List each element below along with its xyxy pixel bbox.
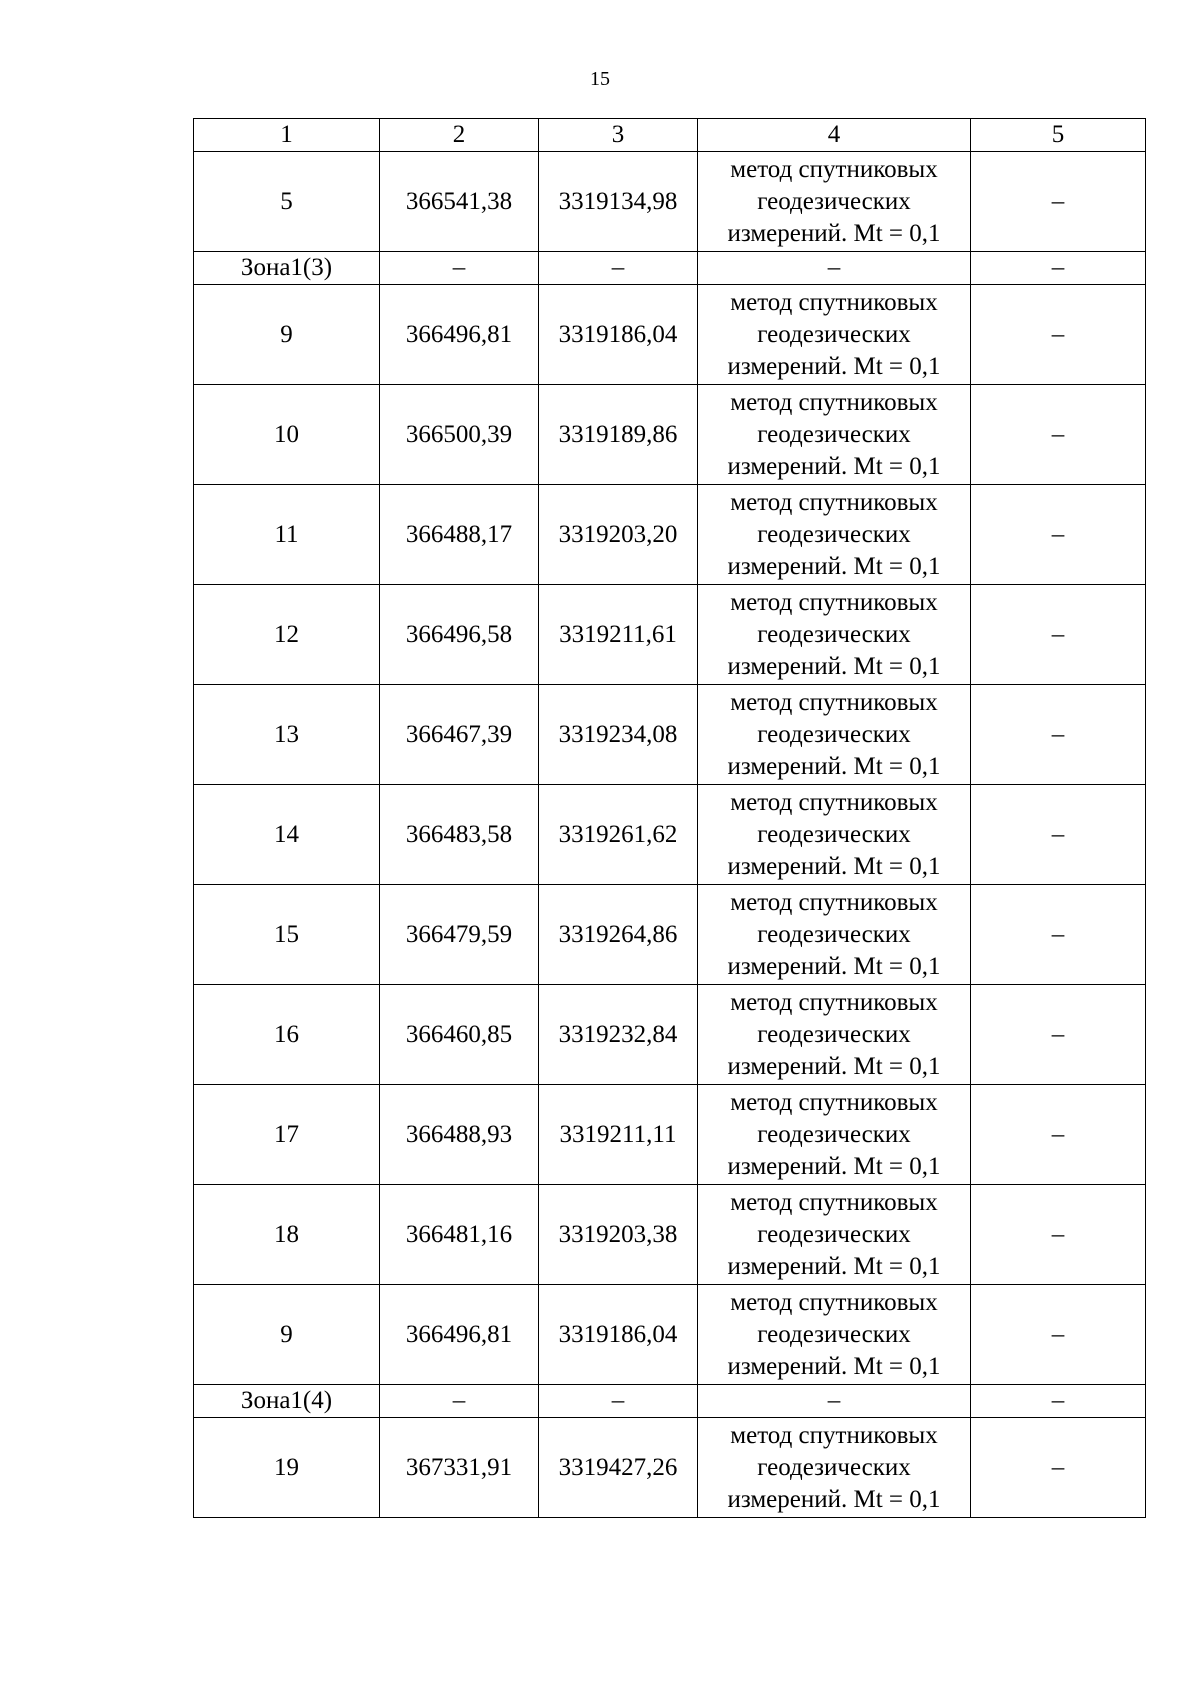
- method-line1: метод спутниковых: [730, 1421, 938, 1449]
- x-coordinate: 366483,58: [380, 785, 539, 885]
- note-cell: –: [971, 285, 1146, 385]
- point-number: 10: [194, 385, 380, 485]
- x-coordinate: 366488,93: [380, 1085, 539, 1185]
- zone-row: [194, 252, 1146, 285]
- note-cell: –: [971, 1418, 1146, 1518]
- header-cell-3: 3: [539, 119, 698, 152]
- method-line2: геодезических: [757, 187, 911, 215]
- point-number: 17: [194, 1085, 380, 1185]
- x-coordinate: 366541,38: [380, 152, 539, 252]
- point-number: 14: [194, 785, 380, 885]
- x-coordinate: 366496,81: [380, 1285, 539, 1385]
- point-number: 19: [194, 1418, 380, 1518]
- method-line3: измерений. Mt = 0,1: [727, 219, 941, 247]
- zone-cell-3: –: [539, 252, 698, 285]
- method-line2: геодезических: [757, 1020, 911, 1048]
- method-cell: [698, 685, 971, 785]
- method-line3: измерений. Mt = 0,1: [727, 1485, 941, 1513]
- method-line1: метод спутниковых: [730, 888, 938, 916]
- note-cell: –: [971, 685, 1146, 785]
- header-cell-5: 5: [971, 119, 1146, 152]
- table-body: [194, 119, 1146, 1518]
- method-cell: [698, 385, 971, 485]
- method-line1: метод спутниковых: [730, 688, 938, 716]
- point-row: [194, 985, 1146, 1085]
- zone-cell-2: –: [380, 252, 539, 285]
- zone-cell-5: –: [971, 252, 1146, 285]
- point-row: [194, 485, 1146, 585]
- note-cell: –: [971, 485, 1146, 585]
- method-line3: измерений. Mt = 0,1: [727, 952, 941, 980]
- point-row: [194, 385, 1146, 485]
- point-number: 18: [194, 1185, 380, 1285]
- x-coordinate: 366488,17: [380, 485, 539, 585]
- method-line1: метод спутниковых: [730, 288, 938, 316]
- header-cell-1: 1: [194, 119, 380, 152]
- note-cell: –: [971, 985, 1146, 1085]
- x-coordinate: 366481,16: [380, 1185, 539, 1285]
- header-cell-4: 4: [698, 119, 971, 152]
- method-line3: измерений. Mt = 0,1: [727, 552, 941, 580]
- x-coordinate: 367331,91: [380, 1418, 539, 1518]
- method-line3: измерений. Mt = 0,1: [727, 752, 941, 780]
- zone-cell-3: –: [539, 1385, 698, 1418]
- method-cell: [698, 585, 971, 685]
- y-coordinate: 3319232,84: [539, 985, 698, 1085]
- header-cell-2: 2: [380, 119, 539, 152]
- method-line1: метод спутниковых: [730, 988, 938, 1016]
- point-row: [194, 1185, 1146, 1285]
- method-line1: метод спутниковых: [730, 388, 938, 416]
- method-line3: измерений. Mt = 0,1: [727, 452, 941, 480]
- method-line2: геодезических: [757, 720, 911, 748]
- table-header-row: [194, 119, 1146, 152]
- page-number: 15: [590, 68, 610, 90]
- zone-cell-4: –: [698, 1385, 971, 1418]
- point-number: 5: [194, 152, 380, 252]
- zone-cell-5: –: [971, 1385, 1146, 1418]
- method-line2: геодезических: [757, 420, 911, 448]
- method-line3: измерений. Mt = 0,1: [727, 1052, 941, 1080]
- y-coordinate: 3319186,04: [539, 285, 698, 385]
- method-line2: геодезических: [757, 320, 911, 348]
- note-cell: –: [971, 1285, 1146, 1385]
- method-line1: метод спутниковых: [730, 488, 938, 516]
- x-coordinate: 366467,39: [380, 685, 539, 785]
- note-cell: –: [971, 585, 1146, 685]
- method-line3: измерений. Mt = 0,1: [727, 352, 941, 380]
- note-cell: –: [971, 785, 1146, 885]
- point-number: 12: [194, 585, 380, 685]
- point-number: 11: [194, 485, 380, 585]
- x-coordinate: 366479,59: [380, 885, 539, 985]
- note-cell: –: [971, 1185, 1146, 1285]
- method-line2: геодезических: [757, 1120, 911, 1148]
- zone-cell-2: –: [380, 1385, 539, 1418]
- method-line3: измерений. Mt = 0,1: [727, 1252, 941, 1280]
- method-line1: метод спутниковых: [730, 1088, 938, 1116]
- method-line3: измерений. Mt = 0,1: [727, 1352, 941, 1380]
- point-row: [194, 585, 1146, 685]
- method-line2: геодезических: [757, 520, 911, 548]
- y-coordinate: 3319203,20: [539, 485, 698, 585]
- point-number: 13: [194, 685, 380, 785]
- method-line2: геодезических: [757, 620, 911, 648]
- point-row: [194, 1085, 1146, 1185]
- method-line2: геодезических: [757, 1220, 911, 1248]
- note-cell: –: [971, 885, 1146, 985]
- method-line3: измерений. Mt = 0,1: [727, 652, 941, 680]
- point-row: [194, 785, 1146, 885]
- point-number: 16: [194, 985, 380, 1085]
- x-coordinate: 366496,81: [380, 285, 539, 385]
- method-line1: метод спутниковых: [730, 1188, 938, 1216]
- method-cell: [698, 1185, 971, 1285]
- method-cell: [698, 152, 971, 252]
- method-line1: метод спутниковых: [730, 588, 938, 616]
- method-line3: измерений. Mt = 0,1: [727, 852, 941, 880]
- point-row: [194, 1418, 1146, 1518]
- method-cell: [698, 885, 971, 985]
- zone-row: [194, 1385, 1146, 1418]
- y-coordinate: 3319264,86: [539, 885, 698, 985]
- zone-label: Зона1(4): [194, 1385, 380, 1418]
- y-coordinate: 3319427,26: [539, 1418, 698, 1518]
- point-row: [194, 685, 1146, 785]
- point-row: [194, 885, 1146, 985]
- note-cell: –: [971, 385, 1146, 485]
- method-line2: геодезических: [757, 1453, 911, 1481]
- y-coordinate: 3319234,08: [539, 685, 698, 785]
- method-cell: [698, 1418, 971, 1518]
- y-coordinate: 3319203,38: [539, 1185, 698, 1285]
- method-line2: геодезических: [757, 1320, 911, 1348]
- note-cell: –: [971, 1085, 1146, 1185]
- point-number: 9: [194, 1285, 380, 1385]
- x-coordinate: 366460,85: [380, 985, 539, 1085]
- method-line1: метод спутниковых: [730, 1288, 938, 1316]
- point-row: [194, 152, 1146, 252]
- method-cell: [698, 985, 971, 1085]
- point-row: [194, 1285, 1146, 1385]
- y-coordinate: 3319134,98: [539, 152, 698, 252]
- y-coordinate: 3319211,61: [539, 585, 698, 685]
- method-line1: метод спутниковых: [730, 155, 938, 183]
- method-cell: [698, 1285, 971, 1385]
- method-cell: [698, 785, 971, 885]
- zone-cell-4: –: [698, 252, 971, 285]
- method-line2: геодезических: [757, 820, 911, 848]
- point-number: 9: [194, 285, 380, 385]
- method-cell: [698, 1085, 971, 1185]
- coordinates-table: [193, 118, 1146, 1518]
- method-line2: геодезических: [757, 920, 911, 948]
- y-coordinate: 3319211,11: [539, 1085, 698, 1185]
- note-cell: –: [971, 152, 1146, 252]
- method-line3: измерений. Mt = 0,1: [727, 1152, 941, 1180]
- y-coordinate: 3319186,04: [539, 1285, 698, 1385]
- y-coordinate: 3319189,86: [539, 385, 698, 485]
- method-cell: [698, 285, 971, 385]
- point-number: 15: [194, 885, 380, 985]
- point-row: [194, 285, 1146, 385]
- x-coordinate: 366500,39: [380, 385, 539, 485]
- method-line1: метод спутниковых: [730, 788, 938, 816]
- x-coordinate: 366496,58: [380, 585, 539, 685]
- zone-label: Зона1(3): [194, 252, 380, 285]
- method-cell: [698, 485, 971, 585]
- y-coordinate: 3319261,62: [539, 785, 698, 885]
